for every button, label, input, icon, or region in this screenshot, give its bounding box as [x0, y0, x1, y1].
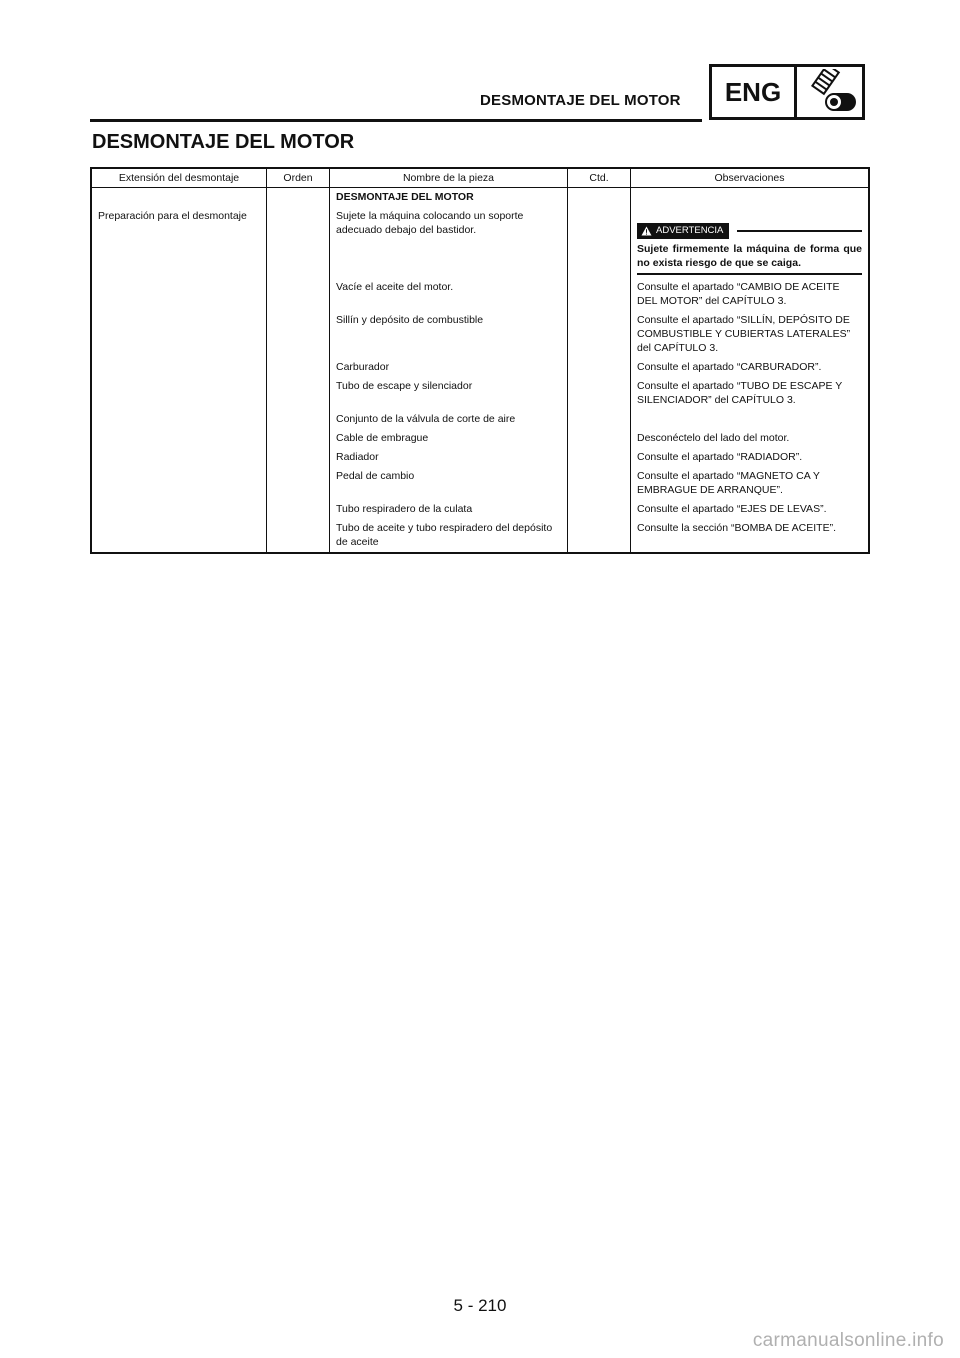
cell-remarks-warning	[631, 207, 870, 278]
cell-extent	[91, 377, 267, 410]
header-extent: Extensión del desmontaje	[91, 168, 267, 188]
header-rule	[90, 119, 702, 122]
page-title: DESMONTAJE DEL MOTOR	[92, 131, 355, 153]
cell-remarks: Consulte el apartado “TUBO DE ESCAPE Y SILENCIADOR” del CAPÍTULO 3.	[631, 377, 870, 410]
watermark: carmanualsonline.info	[752, 1330, 944, 1351]
cell-qty	[568, 278, 631, 311]
cell-extent	[91, 188, 267, 208]
cell-remarks: Consulte el apartado “SILLÍN, DEPÓSITO DE COMBUSTIBLE Y CUBIERTAS LATERALES” del CAPÍTULO 3.	[631, 311, 870, 358]
warning-rule	[737, 230, 862, 232]
cell-extent	[91, 278, 267, 311]
cell-remarks	[631, 410, 870, 429]
cell-qty	[568, 500, 631, 519]
cell-part: Tubo respiradero de la culata	[330, 500, 568, 519]
cell-part: Conjunto de la válvula de corte de aire	[330, 410, 568, 429]
cell-qty	[568, 377, 631, 410]
table-row	[91, 377, 869, 410]
cell-qty	[568, 519, 631, 553]
table-row	[91, 429, 869, 448]
cell-part: Tubo de aceite y tubo respiradero del depósito de aceite	[330, 519, 568, 553]
cell-extent	[91, 429, 267, 448]
table-row	[91, 207, 869, 278]
cell-extent	[91, 448, 267, 467]
cell-extent	[91, 311, 267, 358]
cell-remarks: Consulte el apartado “RADIADOR”.	[631, 448, 870, 467]
warning-badge	[637, 223, 729, 239]
table-row	[91, 278, 869, 311]
table-row	[91, 448, 869, 467]
disassembly-table	[90, 167, 870, 554]
cell-part: Sillín y depósito de combustible	[330, 311, 568, 358]
cell-qty	[568, 311, 631, 358]
cell-order	[267, 207, 330, 278]
cell-order	[267, 467, 330, 500]
cell-part: Radiador	[330, 448, 568, 467]
warning-header	[637, 223, 862, 239]
cell-extent	[91, 500, 267, 519]
cell-order	[267, 358, 330, 377]
cell-qty	[568, 429, 631, 448]
cell-order	[267, 188, 330, 208]
header-quantity: Ctd.	[568, 168, 631, 188]
table-row	[91, 358, 869, 377]
cell-part: Sujete la máquina colocando un soporte adecuado debajo del bastidor.	[330, 207, 568, 278]
cell-order	[267, 278, 330, 311]
cell-part: Carburador	[330, 358, 568, 377]
chapter-badge-label: ENG	[712, 67, 797, 117]
cell-remarks	[631, 188, 870, 208]
cell-remarks: Consulte el apartado “CAMBIO DE ACEITE DEL MOTOR” del CAPÍTULO 3.	[631, 278, 870, 311]
header-order: Orden	[267, 168, 330, 188]
cell-part: Cable de embrague	[330, 429, 568, 448]
cell-qty	[568, 207, 631, 278]
cell-remarks: Desconéctelo del lado del motor.	[631, 429, 870, 448]
warning-icon	[641, 226, 652, 236]
warning-label: ADVERTENCIA	[656, 225, 724, 236]
cell-part: Tubo de escape y silenciador	[330, 377, 568, 410]
cell-remarks: Consulte el apartado “MAGNETO CA Y EMBRAGUE DE ARRANQUE”.	[631, 467, 870, 500]
page-number: 5 - 210	[453, 1296, 507, 1315]
cell-extent: Preparación para el desmontaje	[98, 210, 247, 222]
engine-icon	[797, 67, 862, 117]
cell-order	[267, 410, 330, 429]
header-remarks: Observaciones	[631, 168, 870, 188]
cell-part: DESMONTAJE DEL MOTOR	[330, 188, 568, 208]
cell-qty	[568, 448, 631, 467]
table-header-row	[91, 168, 869, 188]
cell-extent	[91, 358, 267, 377]
cell-order	[267, 519, 330, 553]
table-row	[91, 188, 869, 208]
cell-order	[267, 377, 330, 410]
table-row	[91, 467, 869, 500]
cell-extent	[91, 519, 267, 553]
cell-qty	[568, 467, 631, 500]
header-part-name: Nombre de la pieza	[330, 168, 568, 188]
cell-extent	[91, 467, 267, 500]
cell-qty	[568, 410, 631, 429]
cell-remarks: Consulte el apartado “CARBURADOR”.	[631, 358, 870, 377]
cell-part: Pedal de cambio	[330, 467, 568, 500]
cell-remarks: Consulte el apartado “EJES DE LEVAS”.	[631, 500, 870, 519]
cell-order	[267, 448, 330, 467]
cell-part: Vacíe el aceite del motor.	[330, 278, 568, 311]
cell-qty	[568, 188, 631, 208]
table-row	[91, 311, 869, 358]
table-row	[91, 410, 869, 429]
table-row	[91, 500, 869, 519]
cell-extent	[91, 410, 267, 429]
section-header-title: DESMONTAJE DEL MOTOR	[480, 92, 681, 109]
cell-order	[267, 429, 330, 448]
cell-qty	[568, 358, 631, 377]
cell-order	[267, 311, 330, 358]
warning-text: Sujete firmemente la máquina de forma que no exista riesgo de que se caiga.	[637, 242, 862, 275]
cell-order	[267, 500, 330, 519]
chapter-badge	[709, 64, 865, 120]
cell-remarks: Consulte la sección “BOMBA DE ACEITE”.	[631, 519, 870, 553]
table-row	[91, 519, 869, 553]
